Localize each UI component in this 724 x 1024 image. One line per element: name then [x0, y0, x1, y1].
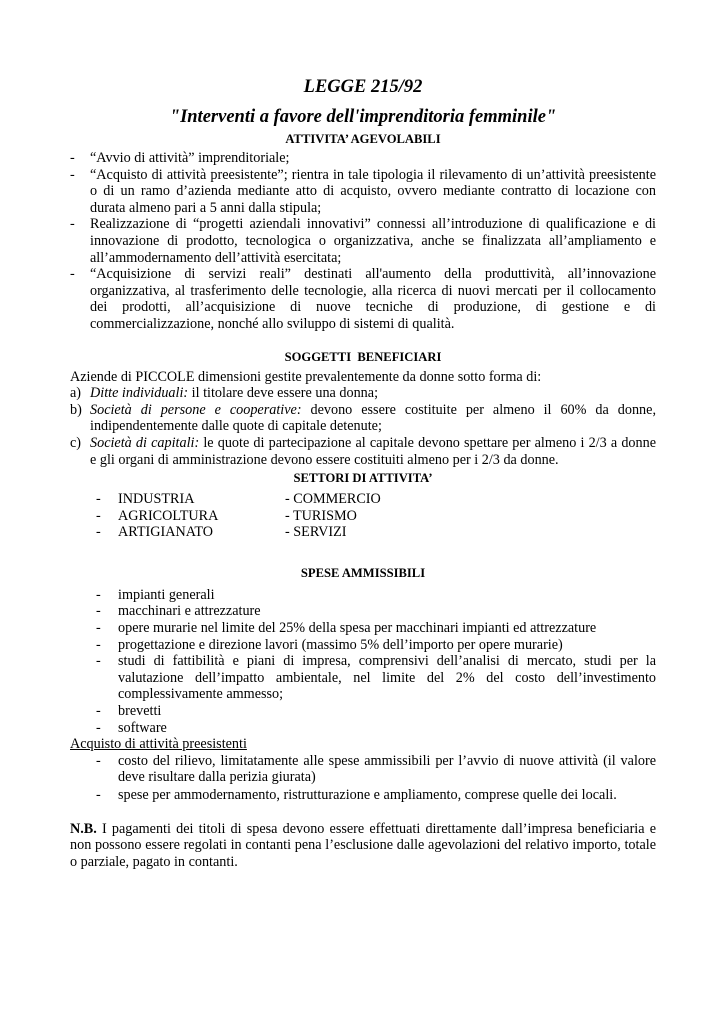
document-subtitle: "Interventi a favore dell'imprenditoria femminile": [169, 107, 557, 127]
item-label: Società di capitali:: [90, 434, 200, 451]
nota-text: I pagamenti dei titoli di spesa devono essere effettuati direttamente dall’impresa beneficiaria e non possono essere regolati in contanti pena l’esclusione dalle agevolazioni del relativo importo, totale o parziale, pagato in contanti.: [70, 820, 656, 870]
section-heading-spese: SPESE AMMISSIBILI: [300, 565, 426, 580]
list-marker: a): [70, 385, 82, 402]
list-item: [70, 402, 656, 435]
section-attivita: [70, 131, 656, 333]
attivita-list: [70, 150, 656, 333]
section-soggetti: [70, 349, 656, 469]
list-marker: b): [70, 401, 82, 418]
list-marker: c): [70, 434, 82, 451]
section-settori: [70, 470, 656, 541]
sector-left: - INDUSTRIA: [118, 491, 195, 508]
acquisto-list: [70, 753, 656, 804]
list-item: - “Acquisizione di servizi reali” destinati all'aumento della produttività, all’innovazione organizzativa, al trasferimento delle tecnologie, alla ricerca di nuovi mercati per il collocamento dei prodotti, all’acquisizione di nuove tecniche di produzione, di gestione e di commercializzazione, nonché allo sviluppo di sistemi di qualità.: [70, 266, 656, 332]
acquisto-heading: Acquisto di attività preesistenti: [70, 736, 247, 753]
list-item: - macchinari e attrezzature: [96, 603, 656, 620]
section-spese: [70, 565, 656, 804]
spese-list: [70, 587, 656, 736]
list-item: - progettazione e direzione lavori (massimo 5% dell’importo per opere murarie): [96, 637, 656, 654]
list-item: - software: [96, 720, 656, 737]
list-item: - “Avvio di attività” imprenditoriale;: [70, 150, 656, 167]
sector-right: - COMMERCIO: [285, 491, 381, 508]
soggetti-list: [70, 385, 656, 468]
list-item: [70, 385, 656, 402]
nota-paragraph: [70, 821, 656, 871]
section-heading-soggetti: SOGGETTI BENEFICIARI: [284, 349, 442, 364]
item-text: il titolare deve essere una donna;: [188, 385, 379, 402]
section-heading-attivita: ATTIVITA’ AGEVOLABILI: [285, 132, 441, 146]
list-item: [96, 524, 656, 541]
item-label: Ditte individuali:: [90, 385, 189, 402]
list-item: - Realizzazione di “progetti aziendali innovativi” connessi all’introduzione di qualificazione e di innovazione di prodotto, tecnologica o organizzativa, anche se finalizzata all’ampliamento e all’ammodernamento dell’attività esercitata;: [70, 216, 656, 266]
list-item: [96, 491, 656, 508]
item-text: le quote di partecipazione al capitale devono spettare per almeno i 2/3 a donne e gli organi di amministrazione devono essere costituiti almeno per i 2/3 da donne.: [90, 434, 656, 468]
nota-label: N.B.: [70, 820, 97, 837]
list-item: [96, 508, 656, 525]
sector-right: - TURISMO: [285, 507, 357, 524]
list-item: - opere murarie nel limite del 25% della spesa per macchinari impianti ed attrezzature: [96, 620, 656, 637]
list-item: - “Acquisto di attività preesistente”; rientra in tale tipologia il rilevamento di un’attività preesistente o di un ramo d’azienda mediante atto di acquisto, ovvero mediante contratto di locazione con durata almeno pari a 5 anni dalla stipula;: [70, 167, 656, 217]
item-text: devono essere costituite per almeno il 60% da donne, indipendentemente dalle quote di capitale detenute;: [90, 401, 656, 435]
sector-left: - AGRICOLTURA: [118, 507, 219, 524]
item-label: Società di persone e cooperative:: [90, 401, 302, 418]
section-heading-settori: SETTORI DI ATTIVITA’: [293, 471, 433, 486]
list-item: - impianti generali: [96, 587, 656, 604]
list-item: - costo del rilievo, limitatamente alle spese ammissibili per l’avvio di nuove attività (il valore deve risultare dalla perizia giurata): [96, 753, 656, 786]
sector-right: - SERVIZI: [285, 524, 347, 541]
soggetti-intro: Aziende di PICCOLE dimensioni gestite prevalentemente da donne sotto forma di:: [70, 368, 542, 385]
sector-left: - ARTIGIANATO: [118, 524, 214, 541]
document-page: [70, 76, 656, 870]
document-title: LEGGE 215/92: [303, 77, 423, 97]
list-item: - brevetti: [96, 703, 656, 720]
settori-list: [70, 491, 656, 541]
list-item: [70, 435, 656, 468]
list-item: - studi di fattibilità e piani di impresa, comprensivi dell’analisi di mercato, studi per la valutazione dell’impatto ambientale, nel limite del 2% del costo dell’investimento complessivamente ammesso;: [96, 653, 656, 703]
list-item: - spese per ammodernamento, ristrutturazione e ampliamento, comprese quelle dei locali.: [96, 787, 656, 804]
